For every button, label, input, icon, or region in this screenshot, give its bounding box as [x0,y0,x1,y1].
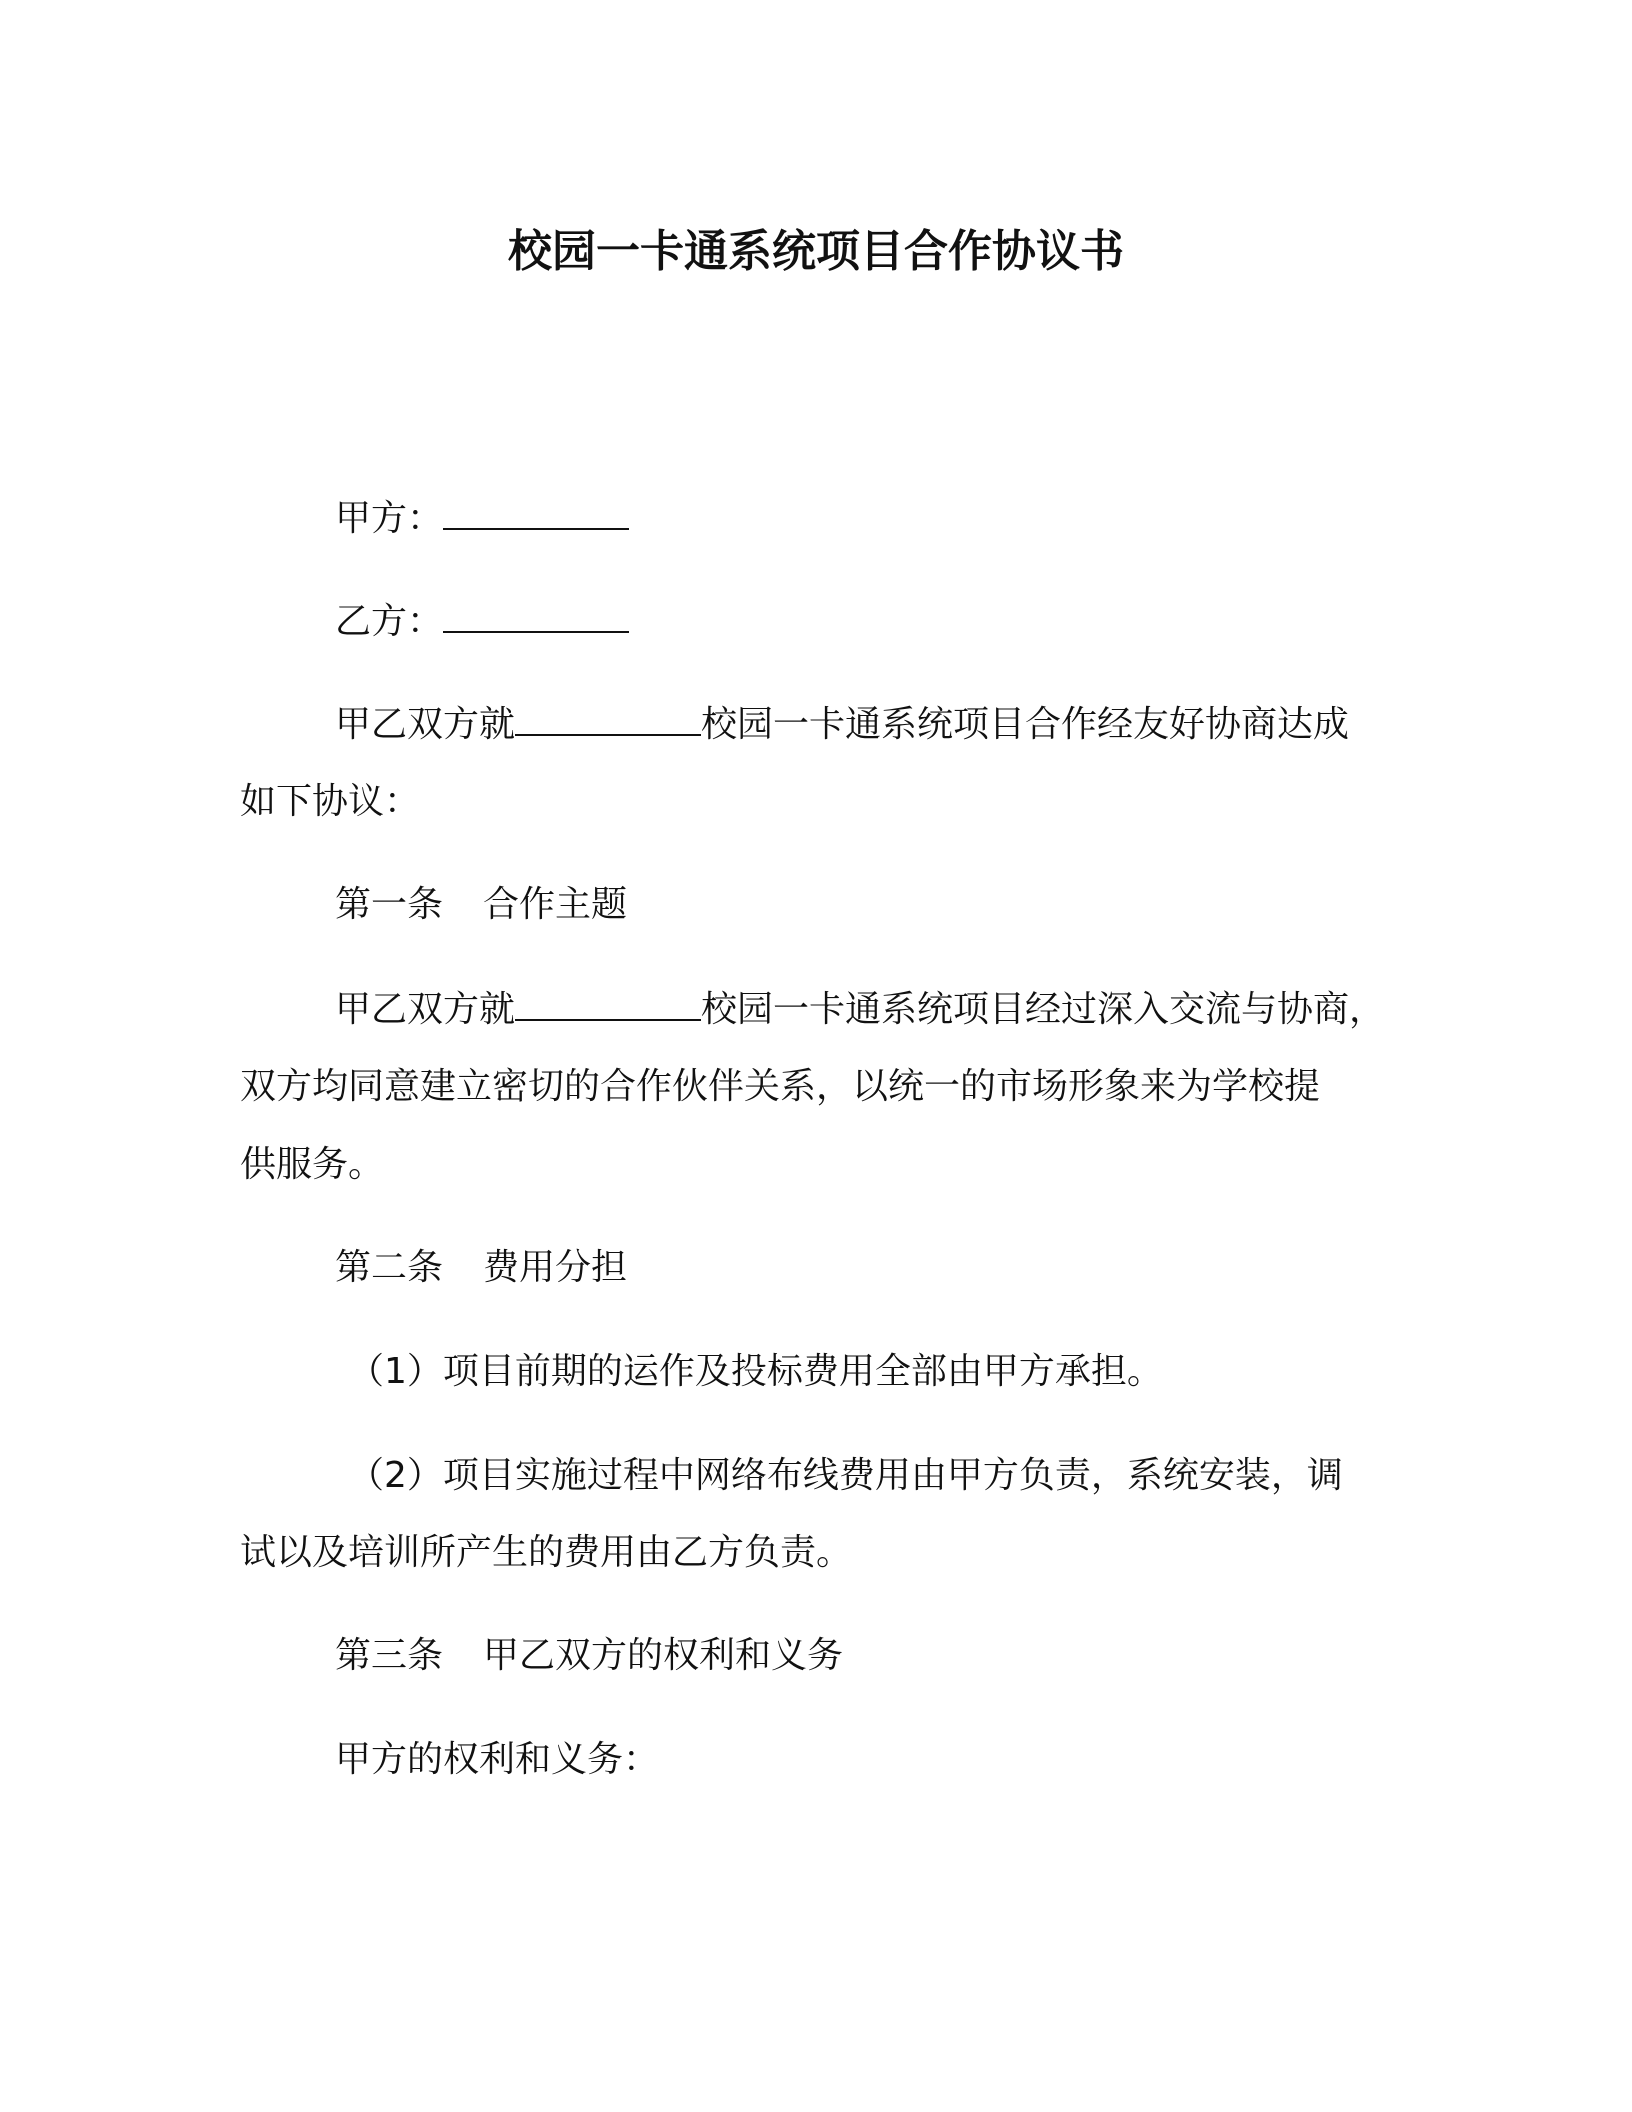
intro-line-2: 如下协议： [240,781,421,822]
article-1-blank [515,989,701,1021]
article-1-heading [335,880,627,930]
article-3-number: 第三条 [335,1635,444,1676]
article-2-item-2-line-1: （2）项目实施过程中网络布线费用由甲方负责，系统安装，调 [348,1455,1343,1496]
article-3-subheading: 甲方的权利和义务： [335,1739,660,1780]
document-title: 校园一卡通系统项目合作协议书 [508,226,1124,277]
article-3-title: 甲乙双方的权利和义务 [483,1635,844,1676]
intro-text-after: 校园一卡通系统项目合作经友好协商达成 [701,704,1350,745]
party-a-blank [443,498,629,530]
article-3-heading [335,1631,843,1681]
article-1-number: 第一条 [335,884,444,925]
party-b-blank [443,601,629,633]
party-b-label: 乙方： [335,601,444,642]
article-2-number: 第二条 [335,1247,444,1288]
party-b-line [335,597,629,647]
article-2-item-1: （1）项目前期的运作及投标费用全部由甲方承担。 [348,1351,1163,1392]
article-1-line-3: 供服务。 [240,1144,385,1185]
article-2-title: 费用分担 [483,1247,628,1288]
article-1-title: 合作主题 [483,884,628,925]
intro-text-before: 甲乙双方就 [335,704,516,745]
party-a-label: 甲方： [335,498,444,539]
article-2-item-2-line-2: 试以及培训所产生的费用由乙方负责。 [240,1532,853,1573]
article-2-heading [335,1243,627,1293]
intro-blank [515,704,701,736]
intro-line-1 [335,700,1349,750]
article-1-text-before: 甲乙双方就 [335,989,516,1030]
article-1-line-2: 双方均同意建立密切的合作伙伴关系，以统一的市场形象来为学校提 [240,1066,1321,1107]
article-1-text-after: 校园一卡通系统项目经过深入交流与协商， [701,989,1386,1030]
party-a-line [335,494,629,544]
article-1-line-1 [335,985,1385,1035]
